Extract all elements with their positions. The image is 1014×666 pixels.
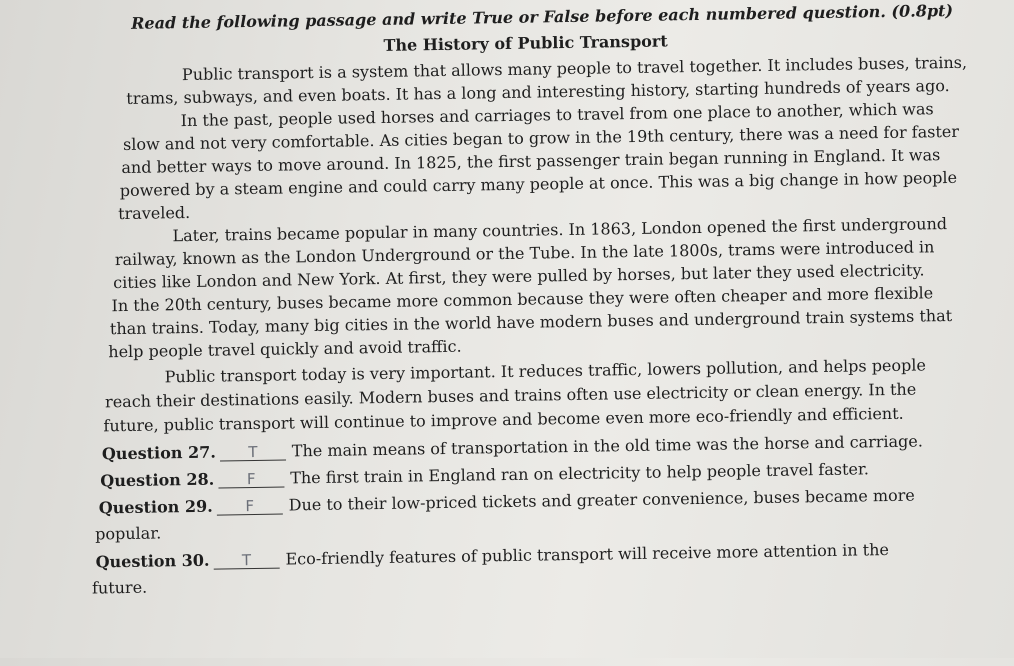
passage-line: In the 20th century, buses became more common because they were often cheaper and more flexible bbox=[111, 283, 934, 316]
passage-line: help people travel quickly and avoid traffic. bbox=[108, 336, 462, 362]
passage-line: reach their destinations easily. Modern buses and trains often use electricity or clean energy. In the bbox=[104, 379, 917, 412]
answer-blank[interactable]: T bbox=[220, 443, 286, 461]
passage-line: future, public transport will continue to improve and become even more eco-friendly and efficient. bbox=[103, 403, 904, 436]
question-30 bbox=[95, 540, 889, 572]
passage-line: slow and not very comfortable. As cities began to grow in the 19th century, there was a need for faster bbox=[122, 121, 960, 155]
question-30-continuation: future. bbox=[91, 577, 148, 598]
passage-line: Public transport is a system that allows many people to travel together. It includes buses, trains, bbox=[181, 52, 968, 85]
passage-line: traveled. bbox=[117, 202, 191, 224]
question-28 bbox=[100, 459, 869, 491]
question-label: Question 29. bbox=[98, 496, 213, 518]
question-text: The main means of transportation in the old time was the horse and carriage. bbox=[291, 431, 924, 461]
answer-blank[interactable]: T bbox=[213, 552, 279, 570]
question-29 bbox=[99, 486, 915, 519]
passage-line: trams, subways, and even boats. It has a long and interesting history, starting hundreds of years ago. bbox=[126, 76, 950, 108]
passage-line: In the past, people used horses and carriages to travel from one place to another, which was bbox=[180, 99, 934, 131]
passage-line: cities like London and New York. At first, they were pulled by horses, but later they used electricity. bbox=[113, 260, 925, 293]
passage-title: The History of Public Transport bbox=[383, 31, 668, 55]
answer-blank[interactable]: F bbox=[218, 471, 284, 489]
question-label: Question 28. bbox=[100, 469, 215, 491]
passage-line: railway, known as the London Underground or the Tube. In the late 1800s, trams were introduced in bbox=[114, 237, 935, 270]
instruction-text: Read the following passage and write True or False before each numbered question. (0.8pt) bbox=[131, 0, 954, 33]
passage-line: Public transport today is very important. It reduces traffic, lowers pollution, and helps people bbox=[164, 355, 927, 387]
question-label: Question 27. bbox=[101, 442, 216, 464]
question-text: Due to their low-priced tickets and greater convenience, buses became more bbox=[288, 485, 915, 515]
question-text: Eco-friendly features of public transport will receive more attention in the bbox=[285, 540, 890, 569]
passage-line: powered by a steam engine and could carry many people at once. This was a big change in how people bbox=[119, 167, 958, 201]
passage-line: Later, trains became popular in many countries. In 1863, London opened the first underground bbox=[172, 214, 948, 246]
question-text: The first train in England ran on electricity to help people travel faster. bbox=[290, 459, 869, 488]
passage-line: than trains. Today, many big cities in the world have modern buses and underground train systems that bbox=[109, 306, 953, 339]
question-label: Question 30. bbox=[95, 550, 210, 572]
answer-blank[interactable]: F bbox=[217, 498, 283, 516]
passage-line: and better ways to move around. In 1825, the first passenger train began running in England. It was bbox=[121, 145, 941, 178]
question-29-continuation: popular. bbox=[95, 523, 162, 544]
